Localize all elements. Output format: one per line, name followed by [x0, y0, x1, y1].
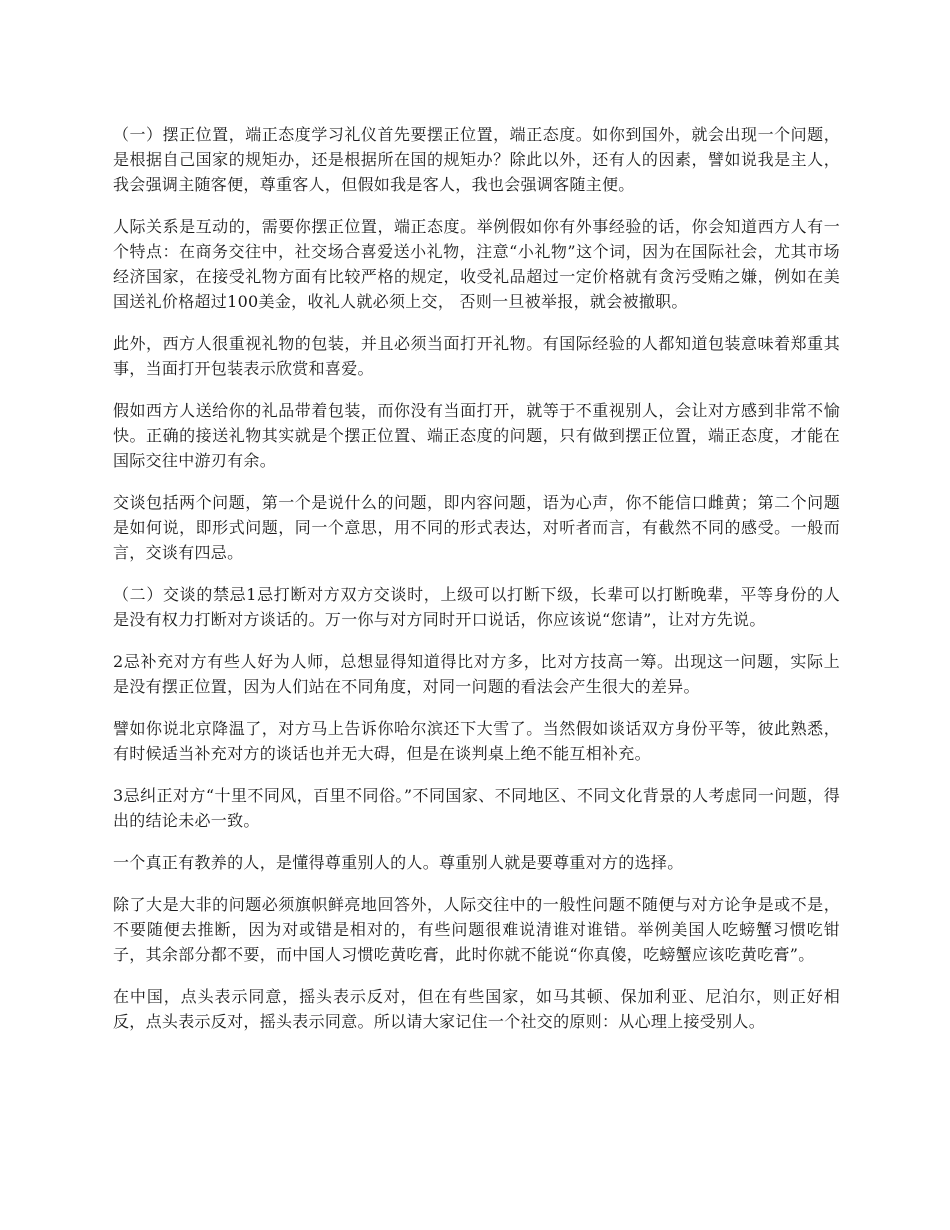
paragraph-2: 人际关系是互动的，需要你摆正位置，端正态度。举例假如你有外事经验的话，你会知道西方人有一个特点：在商务交往中，社交场合喜爱送小礼物，注意“小礼物”这个词，因为在国际社会，尤其市场经济国家，在接受礼物方面有比较严格的规定，收受礼品超过一定价格就有贪污受贿之嫌，例如在美国送礼价格超过100美金，收礼人就必须上交， 否则一旦被举报，就会被撤职。 — [113, 217, 840, 311]
paragraph-6: （二）交谈的禁忌1忌打断对方双方交谈时，上级可以打断下级，长辈可以打断晚辈，平等身份的人是没有权力打断对方谈话的。万一你与对方同时开口说话，你应该说“您请”，让对方先说。 — [113, 585, 840, 629]
paragraph-5: 交谈包括两个问题，第一个是说什么的问题，即内容问题，语为心声，你不能信口雌黄；第二个问题是如何说，即形式问题，同一个意思，用不同的形式表达，对听者而言，有截然不同的感受。一般而言，交谈有四忌。 — [113, 493, 840, 562]
paragraph-8: 譬如你说北京降温了，对方马上告诉你哈尔滨还下大雪了。当然假如谈话双方身份平等，彼此熟悉，有时候适当补充对方的谈话也并无大碍，但是在谈判桌上绝不能互相补充。 — [113, 719, 840, 763]
paragraph-12: 在中国，点头表示同意，摇头表示反对，但在有些国家，如马其顿、保加利亚、尼泊尔，则正好相反，点头表示反对，摇头表示同意。所以请大家记住一个社交的原则：从心理上接受别人。 — [113, 987, 840, 1031]
paragraph-7: 2忌补充对方有些人好为人师，总想显得知道得比对方多，比对方技高一筹。出现这一问题，实际上是没有摆正位置，因为人们站在不同角度，对同一问题的看法会产生很大的差异。 — [113, 652, 840, 696]
document-body — [113, 122, 840, 1051]
paragraph-11: 除了大是大非的问题必须旗帜鲜亮地回答外，人际交往中的一般性问题不随便与对方论争是或不是，不要随便去推断，因为对或错是相对的，有些问题很难说清谁对谁错。举例美国人吃螃蟹习惯吃钳子，其余部分都不要，而中国人习惯吃黄吃膏，此时你就不能说“你真傻，吃螃蟹应该吃黄吃膏”。 — [113, 895, 840, 964]
paragraph-1: （一）摆正位置，端正态度学习礼仪首先要摆正位置，端正态度。如你到国外，就会出现一个问题，是根据自己国家的规矩办，还是根据所在国的规矩办？除此以外，还有人的因素，譬如说我是主人，我会强调主随客便，尊重客人，但假如我是客人，我也会强调客随主便。 — [113, 125, 840, 194]
paragraph-3: 此外，西方人很重视礼物的包装，并且必须当面打开礼物。有国际经验的人都知道包装意味着郑重其事，当面打开包装表示欣赏和喜爱。 — [113, 334, 840, 378]
paragraph-9: 3忌纠正对方“十里不同风，百里不同俗。”不同国家、不同地区、不同文化背景的人考虑同一问题，得出的结论未必一致。 — [113, 786, 840, 830]
paragraph-4: 假如西方人送给你的礼品带着包装，而你没有当面打开，就等于不重视别人，会让对方感到非常不愉快。正确的接送礼物其实就是个摆正位置、端正态度的问题，只有做到摆正位置，端正态度，才能在国际交往中游刃有余。 — [113, 401, 840, 470]
paragraph-10: 一个真正有教养的人，是懂得尊重别人的人。尊重别人就是要尊重对方的选择。 — [113, 853, 684, 872]
